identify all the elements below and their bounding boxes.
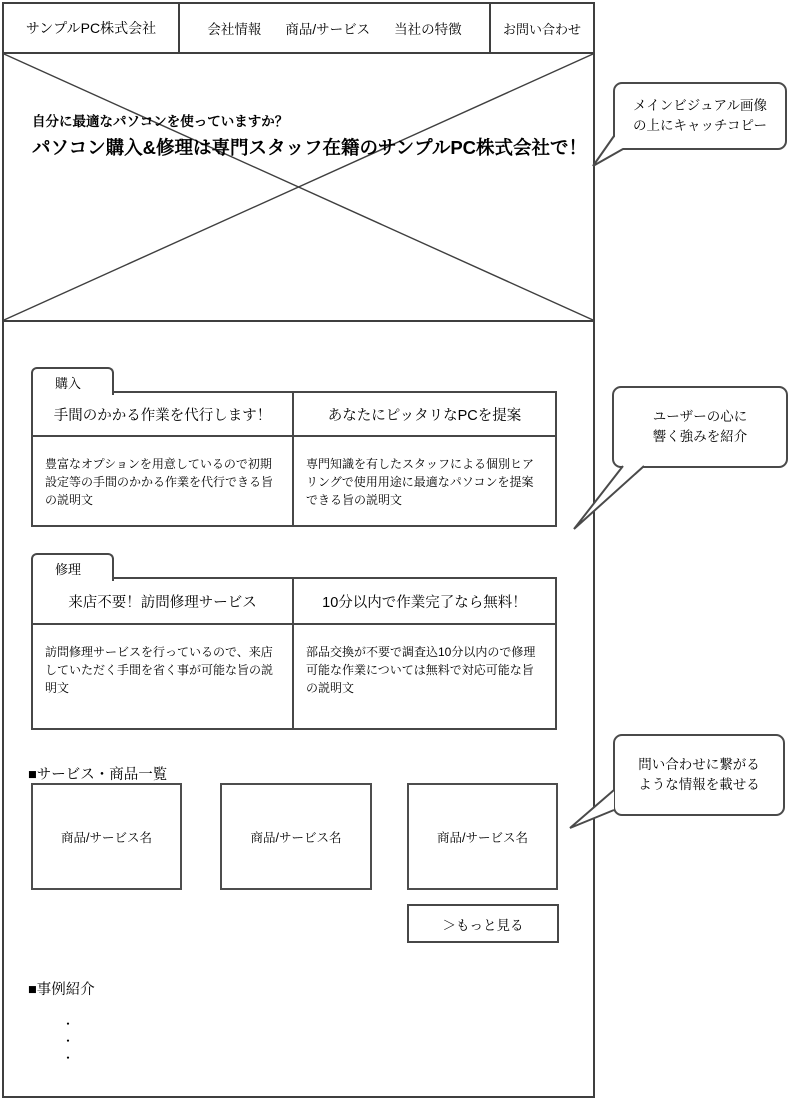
- catch-copy-sub: 自分に最適なパソコンを使っていますか？: [32, 114, 289, 129]
- nav-item-products-services[interactable]: 商品/サービス: [285, 22, 371, 37]
- cases-bullet-list: [62, 1016, 74, 1067]
- purchase-col2-body: 専門知識を有したスタッフによる個別ヒアリングで使用用途に最適なパソコンを提案できる旨の説明文: [306, 457, 535, 507]
- annotation-strengths-line2: 響く強みを紹介: [652, 429, 748, 444]
- case-bullet: ・: [62, 1051, 75, 1065]
- main-column: [2, 2, 595, 1098]
- annotation-strengths-line1: ユーザーの心に: [652, 408, 748, 424]
- catch-copy-main: パソコン購入&修理は専門スタッフ在籍のサンプルPC株式会社で！: [32, 137, 588, 158]
- repair-col2-body: 部品交換が不要で調査込10分以内ので修理可能な作業については無料で対応可能な旨の説明文: [306, 645, 536, 695]
- annotation-hero: [613, 82, 787, 150]
- annotation-hero-line1: メインビジュアル画像: [633, 97, 767, 113]
- see-more-button[interactable]: ＞もっと見る: [407, 904, 559, 943]
- case-bullet: ・: [62, 1017, 75, 1031]
- annotation-inquiry-line1: 問い合わせに繋がる: [638, 756, 760, 772]
- annotation-strengths: [612, 386, 788, 468]
- repair-column-1: [33, 579, 294, 728]
- tab-purchase[interactable]: 購入: [31, 367, 114, 395]
- purchase-column-1: [33, 393, 294, 525]
- image-placeholder-cross-icon: [4, 54, 593, 320]
- repair-panel: [31, 577, 557, 730]
- annotation-inquiry-line2: ような情報を載せる: [638, 777, 760, 792]
- nav-item-company-info[interactable]: 会社情報: [207, 22, 262, 37]
- products-section-heading: ■サービス・商品一覧: [28, 767, 168, 783]
- contact-button[interactable]: お問い合わせ: [489, 4, 593, 52]
- annotation-inquiry: [613, 734, 785, 816]
- site-header: [4, 4, 593, 54]
- purchase-column-2: [294, 393, 555, 525]
- product-card-3[interactable]: 商品/サービス名: [407, 783, 558, 890]
- cases-section-heading: ■事例紹介: [28, 982, 95, 998]
- product-card-1[interactable]: 商品/サービス名: [31, 783, 182, 890]
- repair-col1-heading: 来店不要！訪問修理サービス: [33, 579, 292, 625]
- repair-column-2: [294, 579, 555, 728]
- purchase-col1-heading: 手間のかかる作業を代行します！: [33, 393, 292, 437]
- annotation-hero-line2: の上にキャッチコピー: [633, 118, 767, 133]
- product-card-2[interactable]: 商品/サービス名: [220, 783, 372, 890]
- case-bullet: ・: [62, 1034, 75, 1048]
- main-nav: [180, 4, 489, 52]
- site-logo[interactable]: サンプルPC株式会社: [4, 4, 180, 52]
- hero-image-placeholder: [4, 54, 593, 322]
- hero-catch-copy: [32, 110, 587, 160]
- page-content: [4, 322, 593, 1098]
- nav-item-our-features[interactable]: 当社の特徴: [394, 22, 462, 37]
- purchase-col1-body: 豊富なオプションを用意しているので初期設定等の手間のかかる作業を代行できる旨の説明文: [45, 457, 274, 507]
- purchase-panel: [31, 391, 557, 527]
- purchase-col2-heading: あなたにピッタリなPCを提案: [294, 393, 555, 437]
- repair-col1-body: 訪問修理サービスを行っているので、来店していただく手間を省く事が可能な旨の説明文: [45, 645, 274, 695]
- repair-col2-heading: 10分以内で作業完了なら無料！: [294, 579, 555, 625]
- tab-repair[interactable]: 修理: [31, 553, 114, 581]
